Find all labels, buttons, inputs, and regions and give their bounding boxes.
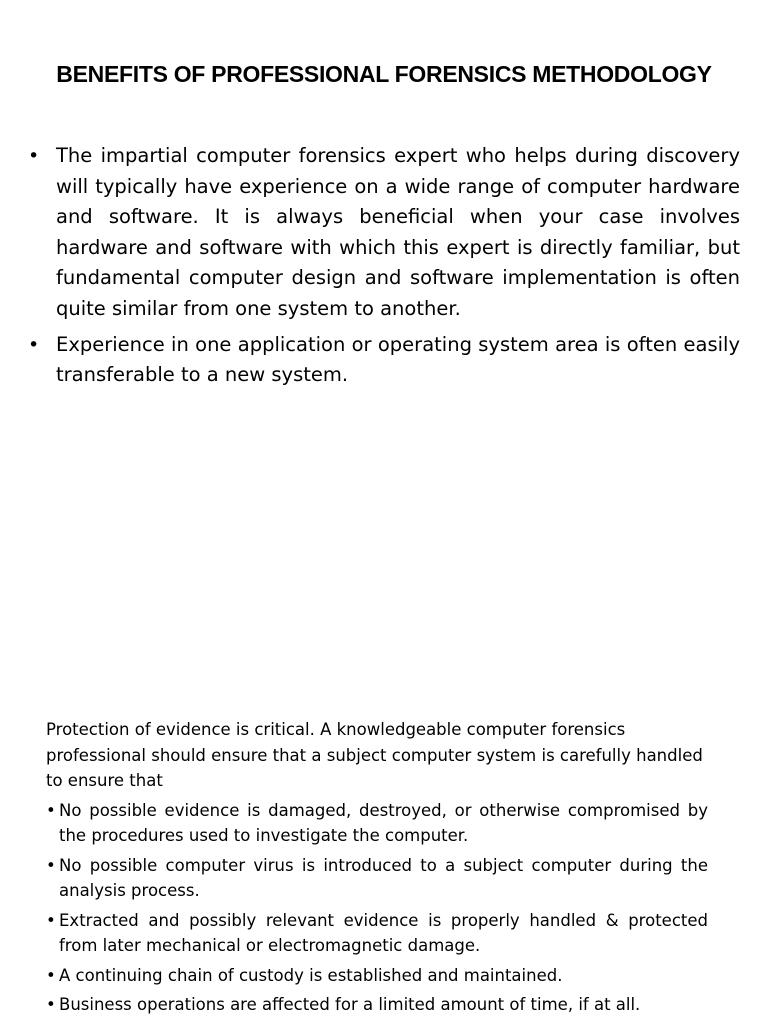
bullet-text: Experience in one application or operating system area is often easily transferable to a new system. bbox=[56, 332, 740, 387]
page-title: BENEFITS OF PROFESSIONAL FORENSICS METHODOLOGY bbox=[56, 61, 712, 87]
list-item bbox=[46, 853, 708, 904]
bullet-icon: • bbox=[28, 333, 40, 356]
intro-paragraph: Protection of evidence is critical. A knowledgeable computer forensics professional should ensure that a subject computer system is carefully handled to ensure that bbox=[46, 720, 703, 790]
bullet-icon: • bbox=[46, 965, 56, 985]
bullet-text: No possible evidence is damaged, destroyed, or otherwise compromised by the procedures used to investigate the computer. bbox=[59, 800, 708, 845]
bullet-icon: • bbox=[46, 995, 56, 1014]
main-bullet-list bbox=[28, 141, 740, 396]
list-item bbox=[28, 330, 740, 391]
list-item bbox=[46, 963, 708, 989]
bullet-text: Business operations are affected for a limited amount of time, if at all. bbox=[59, 995, 641, 1014]
list-item bbox=[46, 798, 708, 849]
bullet-text: The impartial computer forensics expert who helps during discovery will typically have experience on a wide range of computer hardware and software. It is always beneficial when your case involves hardware and software with which this expert is directly familiar, but fundamental computer design and software implementation is often quite similar from one system to another. bbox=[56, 144, 740, 320]
bullet-icon: • bbox=[28, 145, 40, 167]
evidence-bullet-list bbox=[46, 798, 708, 1018]
bullet-text: No possible computer virus is introduced to a subject computer during the analysis process. bbox=[59, 855, 708, 900]
list-item bbox=[28, 141, 740, 325]
bullet-icon: • bbox=[46, 855, 56, 875]
list-item bbox=[46, 908, 708, 959]
evidence-protection-section bbox=[46, 717, 708, 1022]
bullet-icon: • bbox=[46, 800, 56, 820]
bullet-text: A continuing chain of custody is established and maintained. bbox=[59, 965, 563, 985]
list-item bbox=[46, 992, 708, 1018]
bullet-icon: • bbox=[46, 910, 56, 930]
bullet-text: Extracted and possibly relevant evidence is properly handled & protected from later mechanical or electromagnetic damage. bbox=[59, 910, 708, 955]
